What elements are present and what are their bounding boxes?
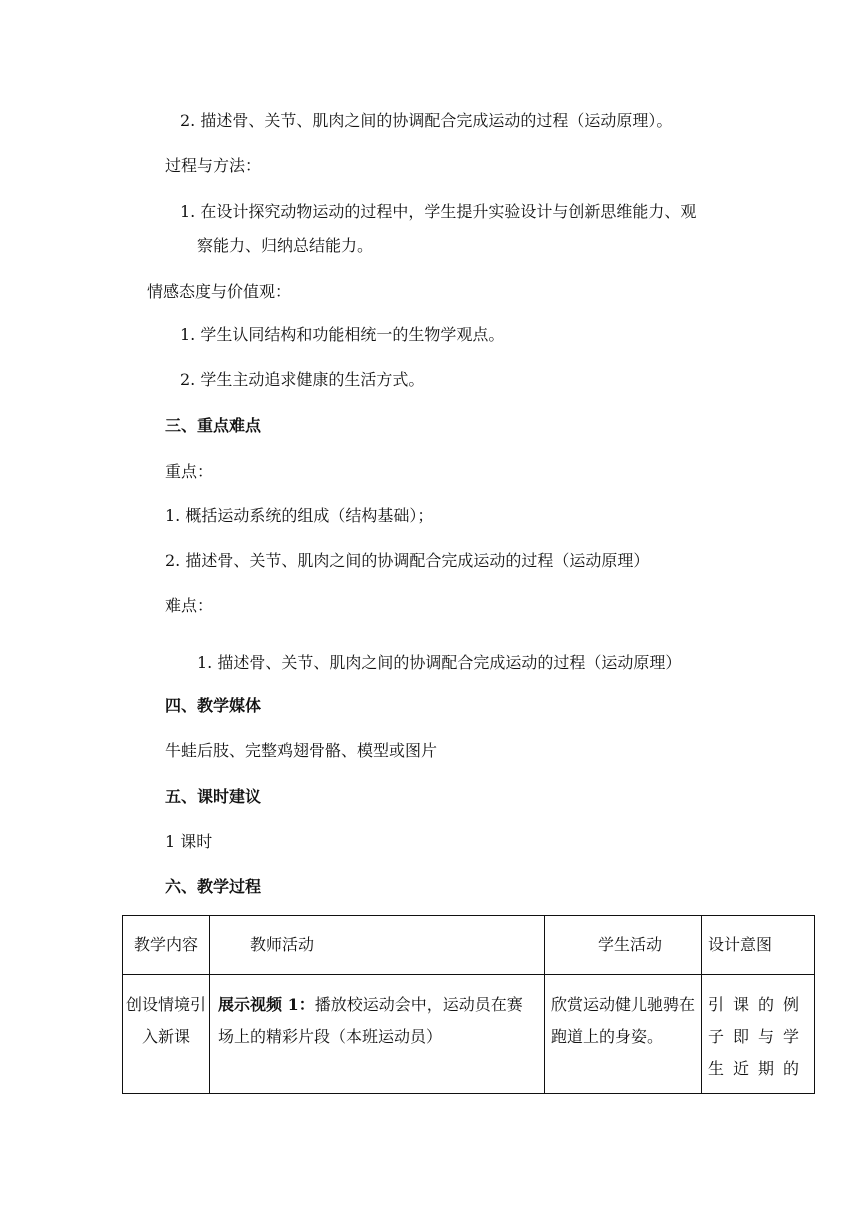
key-point-1: 1. 概括运动系统的组成（结构基础）；	[165, 506, 434, 525]
ability-goal-2: 2. 描述骨、关节、肌肉之间的协调配合完成运动的过程（运动原理）。	[180, 111, 673, 130]
teacher-activity-label: 展示视频 1：	[218, 995, 315, 1014]
teaching-process-table	[122, 915, 815, 1094]
hours-text: 1 课时	[165, 832, 213, 851]
section-4-title: 四、教学媒体	[165, 696, 262, 715]
header-content: 教学内容	[123, 916, 210, 975]
section-6-title: 六、教学过程	[165, 877, 262, 896]
media-text: 牛蛙后肢、完整鸡翅骨骼、模型或图片	[165, 741, 438, 760]
cell-intent: 引课的例子即与学生近期的	[702, 975, 815, 1094]
key-point-2: 2. 描述骨、关节、肌肉之间的协调配合完成运动的过程（运动原理）	[165, 551, 650, 570]
process-heading: 过程与方法：	[165, 156, 262, 175]
emotion-item-1: 1. 学生认同结构和功能相统一的生物学观点。	[180, 325, 505, 344]
header-intent: 设计意图	[702, 916, 815, 975]
process-item-1-line1: 1. 在设计探究动物运动的过程中，学生提升实验设计与创新思维能力、观	[180, 202, 697, 221]
process-item-1-line2: 察能力、归纳总结能力。	[197, 236, 374, 255]
section-5-title: 五、课时建议	[165, 787, 262, 806]
header-student: 学生活动	[545, 916, 702, 975]
section-3-title: 三、重点难点	[165, 416, 262, 435]
table-row	[123, 975, 815, 1094]
cell-teacher	[210, 975, 545, 1094]
header-teacher: 教师活动	[210, 916, 545, 975]
cell-student: 欣赏运动健儿驰骋在跑道上的身姿。	[545, 975, 702, 1094]
emotion-item-2: 2. 学生主动追求健康的生活方式。	[180, 370, 425, 389]
difficult-points-label: 难点：	[165, 596, 214, 615]
cell-content: 创设情境引入新课	[123, 975, 210, 1094]
key-points-label: 重点：	[165, 462, 214, 481]
difficult-point-1: 1. 描述骨、关节、肌肉之间的协调配合完成运动的过程（运动原理）	[197, 653, 682, 672]
emotion-heading: 情感态度与价值观：	[147, 282, 292, 301]
teacher-activity-text: 播放校运动会中，运动员在赛场上的精彩片段（本班运动员）	[218, 995, 523, 1046]
table-header-row	[123, 916, 815, 975]
